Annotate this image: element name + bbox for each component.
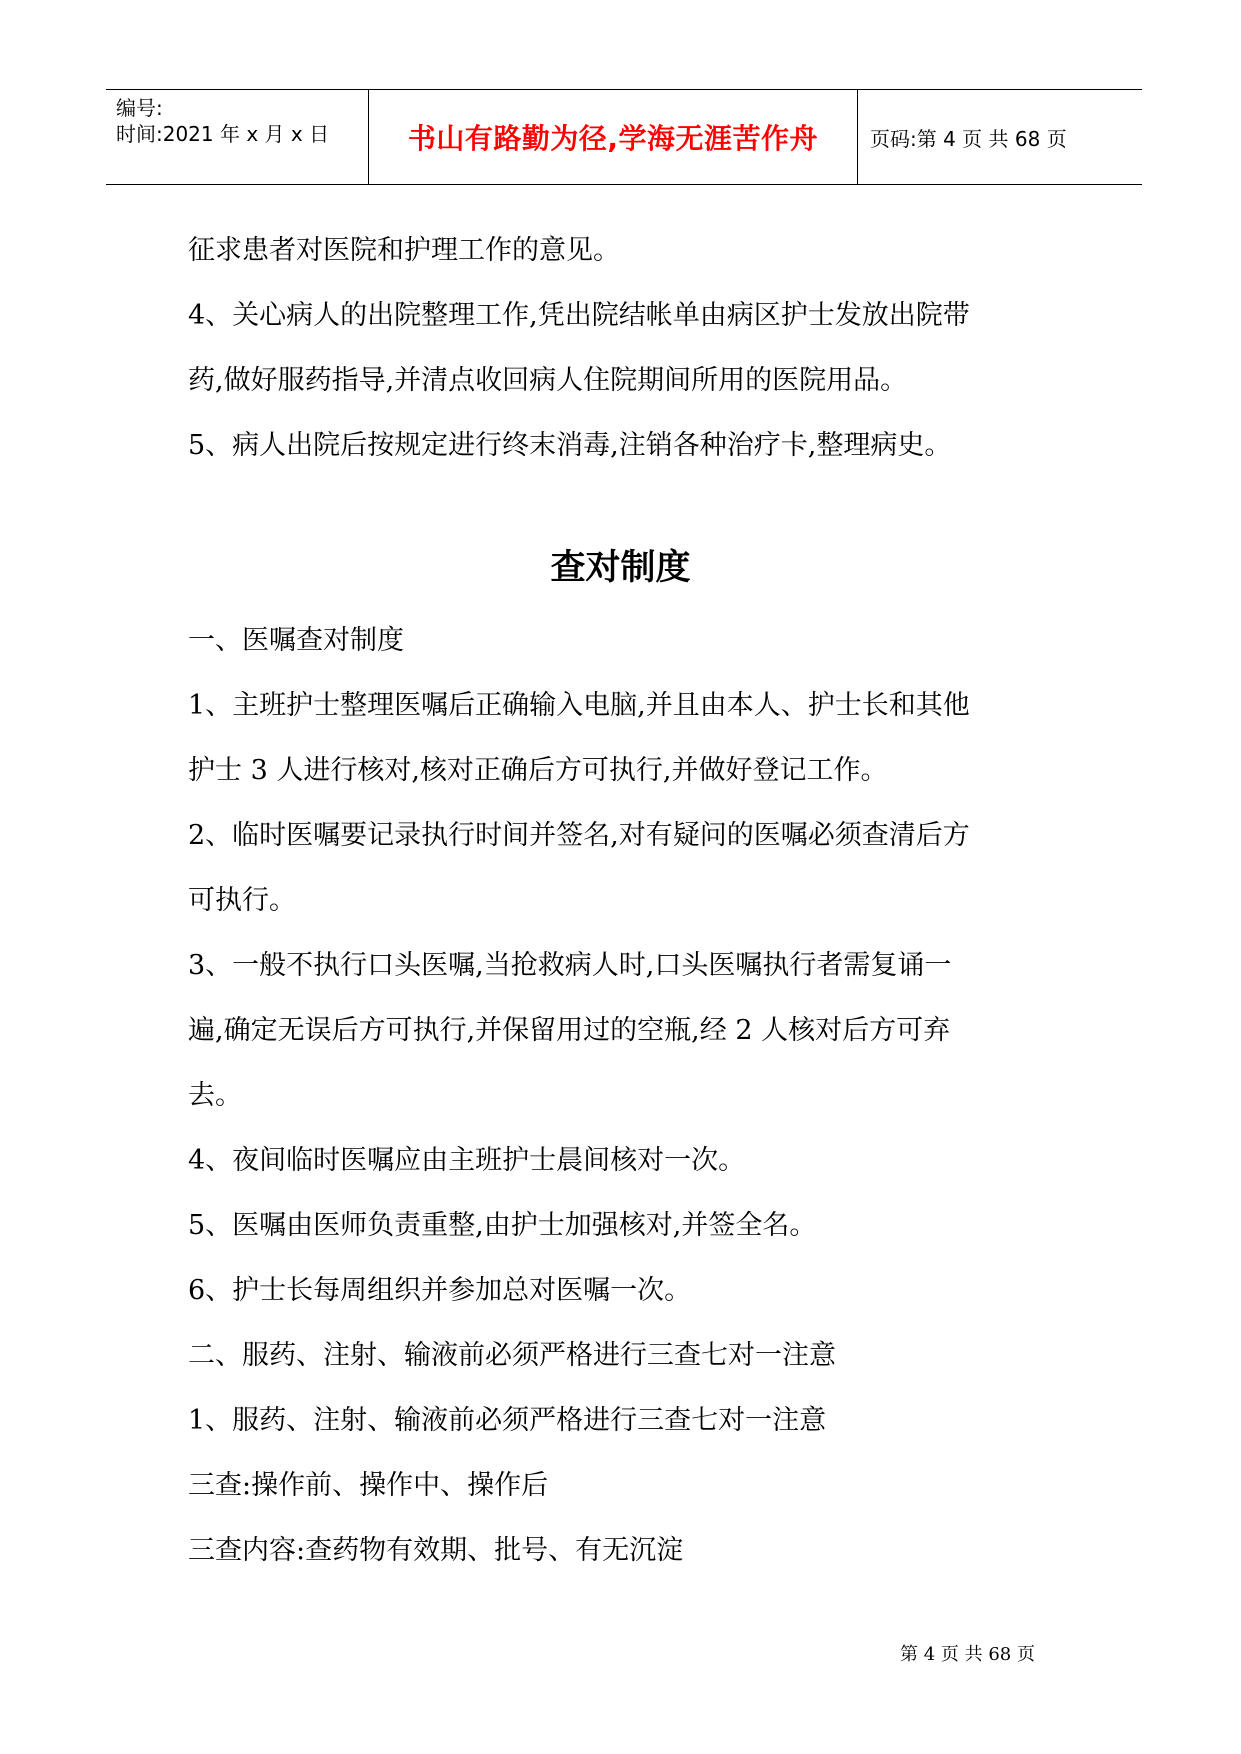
section-title: 查对制度: [550, 548, 691, 588]
document-number-label: 编号:: [116, 96, 163, 120]
paragraph: 4、关心病人的出院整理工作,凭出院结帐单由病区护士发放出院带 药,做好服药指导,并清点收回病人住院期间所用的医院用品。: [188, 300, 970, 396]
body-main: [188, 608, 1068, 1583]
paragraph: 5、医嘱由医师负责重整,由护士加强核对,并签全名。: [188, 1210, 817, 1241]
paragraph: 2、临时医嘱要记录执行时间并签名,对有疑问的医嘱必须查清后方 可执行。: [188, 820, 970, 916]
paragraph: 1、主班护士整理医嘱后正确输入电脑,并且由本人、护士长和其他 护士 3 人进行核对,核对正确后方可执行,并做好登记工作。: [188, 690, 970, 786]
paragraph: 三查内容:查药物有效期、批号、有无沉淀: [188, 1535, 684, 1566]
body-top: [188, 218, 1068, 478]
paragraph: 5、病人出院后按规定进行终末消毒,注销各种治疗卡,整理病史。: [188, 430, 952, 461]
header-motto-cell: [369, 90, 858, 184]
header-page-cell: [858, 90, 1142, 184]
header-motto: 书山有路勤为径,学海无涯苦作舟: [407, 122, 819, 155]
paragraph: 1、服药、注射、输液前必须严格进行三查七对一注意: [188, 1405, 827, 1436]
paragraph: 二、服药、注射、输液前必须严格进行三查七对一注意: [188, 1340, 836, 1371]
header-page-info: 页码:第 4 页 共 68 页: [870, 126, 1067, 151]
paragraph: 三查:操作前、操作中、操作后: [188, 1470, 549, 1501]
page-footer: 第 4 页 共 68 页: [900, 1644, 1035, 1665]
paragraph: 3、一般不执行口头医嘱,当抢救病人时,口头医嘱执行者需复诵一 遍,确定无误后方可执行,并保留用过的空瓶,经 2 人核对后方可弃 去。: [188, 950, 952, 1111]
paragraph: 4、夜间临时医嘱应由主班护士晨间核对一次。: [188, 1145, 746, 1176]
paragraph: 6、护士长每周组织并参加总对医嘱一次。: [188, 1275, 692, 1306]
header-meta: [106, 90, 369, 184]
document-time-label: 时间:2021 年 x 月 x 日: [116, 122, 330, 146]
page-header: [106, 89, 1142, 185]
paragraph: 征求患者对医院和护理工作的意见。: [188, 235, 620, 266]
paragraph: 一、医嘱查对制度: [188, 625, 404, 656]
